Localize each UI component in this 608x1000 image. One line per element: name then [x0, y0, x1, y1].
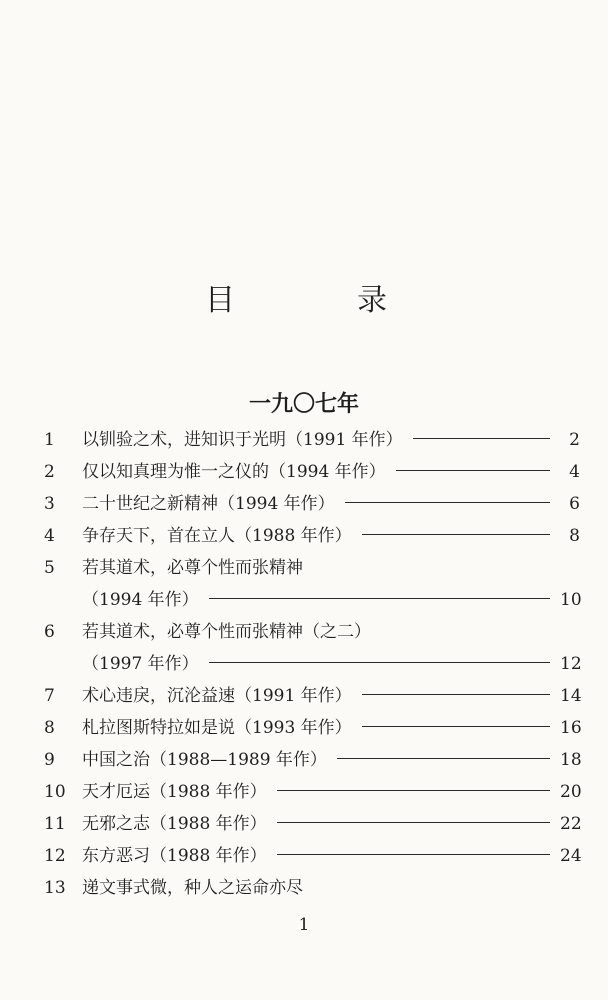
entry-title-continuation: （1994 年作）: [82, 590, 199, 610]
entry-number: 3: [44, 494, 55, 514]
entry-title: 若其道术，必尊个性而张精神（之二）: [82, 622, 371, 642]
entry-title: 以钏验之术，进知识于光明（1991 年作）: [82, 430, 403, 450]
toc-entry[interactable]: [44, 713, 580, 743]
toc-entry[interactable]: [44, 809, 580, 839]
entry-page: 20: [560, 782, 582, 802]
entry-title-continuation: （1997 年作）: [82, 654, 199, 674]
toc-entry[interactable]: [44, 745, 580, 775]
toc-entry[interactable]: [44, 521, 580, 551]
entry-number: 6: [44, 622, 55, 642]
leader-line: [413, 438, 550, 439]
entry-title: 无邪之志（1988 年作）: [82, 814, 267, 834]
entry-page: 4: [569, 462, 580, 482]
toc-entry[interactable]: [44, 777, 580, 807]
entry-page: 24: [560, 846, 582, 866]
entry-title: 二十世纪之新精神（1994 年作）: [82, 494, 335, 514]
entry-page: 6: [569, 494, 580, 514]
toc-entry[interactable]: [44, 425, 580, 455]
entry-page: 16: [560, 718, 582, 738]
leader-line: [362, 694, 550, 695]
entry-number: 9: [44, 750, 55, 770]
leader-line: [277, 790, 550, 791]
entry-title: 中国之治（1988—1989 年作）: [82, 750, 327, 770]
leader-line: [277, 822, 550, 823]
entry-number: 10: [44, 782, 66, 802]
leader-line: [345, 502, 550, 503]
entry-title: 天才厄运（1988 年作）: [82, 782, 267, 802]
leader-line: [277, 854, 550, 855]
section-heading: 一九〇七年: [248, 391, 359, 417]
leader-line: [209, 598, 550, 599]
entry-page: 8: [569, 526, 580, 546]
entry-number: 8: [44, 718, 55, 738]
toc-entry-continuation[interactable]: [44, 649, 580, 679]
entry-page: 18: [560, 750, 582, 770]
leader-line: [209, 662, 550, 663]
entry-title: 术心违戾，沉沦益速（1991 年作）: [82, 686, 352, 706]
toc-entry[interactable]: [44, 489, 580, 519]
entry-number: 5: [44, 558, 55, 578]
entry-page: 14: [560, 686, 582, 706]
page-title: 目 录: [205, 283, 433, 318]
entry-title: 东方恶习（1988 年作）: [82, 846, 267, 866]
page-number: 1: [298, 915, 310, 935]
entry-number: 11: [44, 814, 66, 834]
leader-line: [362, 726, 550, 727]
entry-title: 札拉图斯特拉如是说（1993 年作）: [82, 718, 352, 738]
entry-title: 争存天下，首在立人（1988 年作）: [82, 526, 352, 546]
entry-number: 7: [44, 686, 55, 706]
entry-number: 12: [44, 846, 66, 866]
toc-entry[interactable]: [44, 873, 580, 903]
leader-line: [362, 534, 550, 535]
toc-entry[interactable]: [44, 457, 580, 487]
toc-entry[interactable]: [44, 681, 580, 711]
leader-line: [337, 758, 550, 759]
toc-entry-continuation[interactable]: [44, 585, 580, 615]
entry-number: 13: [44, 878, 66, 898]
entry-title: 若其道术，必尊个性而张精神: [82, 558, 303, 578]
entry-number: 1: [44, 430, 55, 450]
toc-entry[interactable]: [44, 617, 580, 647]
entry-title: 仅以知真理为惟一之仪的（1994 年作）: [82, 462, 386, 482]
leader-line: [396, 470, 550, 471]
entry-page: 12: [560, 654, 582, 674]
entry-title: 递文事式微，种人之运命亦尽: [82, 878, 303, 898]
toc-entry[interactable]: [44, 553, 580, 583]
entry-page: 22: [560, 814, 582, 834]
entry-page: 10: [560, 590, 582, 610]
entry-number: 2: [44, 462, 55, 482]
entry-number: 4: [44, 526, 55, 546]
entry-page: 2: [569, 430, 580, 450]
toc-entry[interactable]: [44, 841, 580, 871]
